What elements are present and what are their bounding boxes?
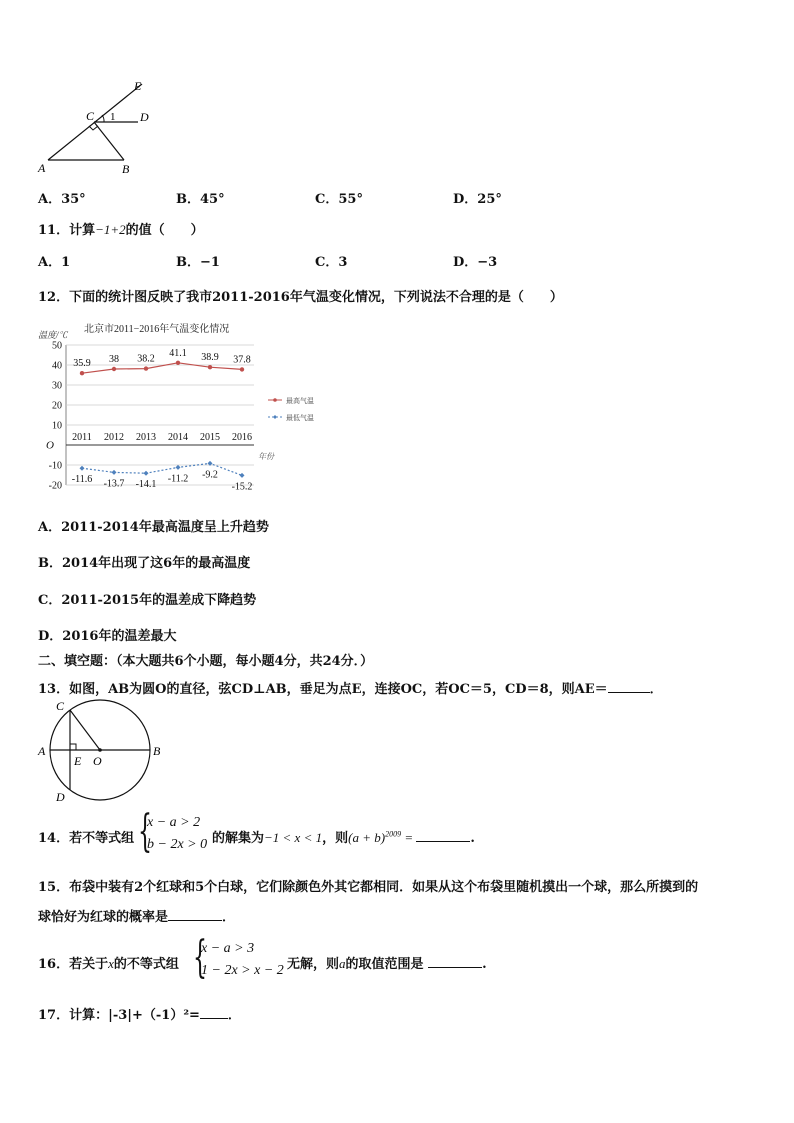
y-tick-label: 50: [52, 340, 62, 352]
q14-system: [147, 812, 207, 856]
data-point: [144, 471, 149, 476]
q15-line1: 15．布袋中装有2个红球和5个白球，它们除颜色外其它都相同．如果从这个布袋里随机摸出一个球，那么所摸到的: [38, 880, 699, 895]
data-label: -14.1: [135, 479, 157, 491]
data-point: [176, 465, 181, 470]
chart-title: 北京市2011−2016年气温变化情况: [84, 324, 230, 335]
q16-line1: x − a > 3: [201, 941, 255, 956]
legend-marker: [273, 398, 277, 402]
q12-option-c: C．2011-2015年的温差成下降趋势: [38, 593, 257, 608]
q13-stem: [38, 678, 663, 697]
q16-var-a: a: [339, 956, 346, 971]
data-label: -13.7: [103, 478, 125, 490]
label-A: A: [38, 161, 46, 175]
q16-rest: [287, 953, 487, 972]
data-label: -11.2: [167, 473, 189, 485]
q13-text: 13．如图，AB为圆O的直径，弦CD⊥AB，垂足为点E，连接OC，若OC＝5，CD＝8，则AE＝: [38, 682, 608, 697]
series-line: [82, 363, 242, 373]
q10-option-c: C．55°: [315, 192, 363, 207]
q16-prefix: [38, 953, 179, 972]
temperature-chart: [36, 318, 336, 494]
q11-option-a: A．1: [38, 255, 71, 270]
data-label: -9.2: [202, 469, 218, 481]
y-tick-label: 10: [52, 420, 62, 432]
legend-label: 最高气温: [286, 397, 314, 405]
q17-answer-blank[interactable]: [200, 1018, 228, 1019]
data-point: [144, 366, 148, 370]
chart-ylabel: 温度/℃: [38, 330, 68, 340]
label-C: C: [56, 699, 65, 713]
q16-mid2: 无解，则: [287, 957, 340, 972]
q15-answer-blank[interactable]: [168, 920, 222, 921]
q14-prefix: 14．若不等式组: [38, 831, 135, 846]
x-tick-label: 2016: [232, 432, 252, 443]
q14-line2: b − 2x > 0: [147, 837, 208, 852]
data-label: 38.9: [201, 352, 219, 364]
angle-figure: [34, 76, 164, 180]
data-point: [112, 470, 117, 475]
label-A: A: [38, 744, 46, 758]
q14-brace: {: [138, 806, 152, 857]
q10-option-a: A．35°: [38, 192, 86, 207]
q12-stem: 12．下面的统计图反映了我市2011-2016年气温变化情况，下列说法不合理的是（ ）: [38, 290, 563, 305]
data-point: [240, 367, 244, 371]
q14-line1: x − a > 2: [147, 815, 201, 830]
label-D: D: [56, 790, 65, 804]
q16-mid: 的不等式组: [113, 957, 179, 972]
x-tick-label: 2011: [72, 432, 92, 443]
q11-prefix: 11．计算: [38, 223, 96, 238]
q12-option-d: D．2016年的温差最大: [38, 629, 177, 644]
y-tick-label: 20: [52, 400, 62, 412]
q14-rest: [212, 827, 475, 846]
y-tick-label: O: [46, 439, 54, 452]
q13-tail: ．: [649, 682, 663, 697]
q11-expression: −1+2: [95, 222, 126, 237]
data-label: 38: [109, 354, 119, 365]
legend-marker: [273, 415, 277, 419]
y-tick-label: 30: [52, 380, 62, 392]
q14-middle2: ，则: [322, 831, 349, 846]
q17-tail: ．: [227, 1008, 241, 1023]
x-tick-label: 2014: [168, 432, 188, 443]
label-B: B: [153, 744, 161, 758]
y-tick-label: -10: [48, 460, 62, 472]
section-title: 二、填空题：（本大题共6个小题，每小题4分，共24分．）: [38, 654, 374, 669]
y-tick-label: -20: [48, 480, 62, 492]
data-point: [80, 371, 84, 375]
q11-option-c: C．3: [315, 255, 348, 270]
chart-xlabel: 年份: [258, 452, 274, 461]
data-point: [240, 473, 245, 478]
q16-system: [201, 938, 284, 982]
label-E: E: [134, 79, 142, 93]
data-label: -15.2: [231, 481, 253, 493]
q17-text: 17．计算：|-3|+（-1）²=: [38, 1008, 200, 1023]
data-label: 41.1: [169, 347, 187, 359]
q16-mid3: 的取值范围是: [345, 957, 424, 972]
q10-option-d: D．25°: [453, 192, 502, 207]
q10-option-b: B．45°: [176, 192, 225, 207]
label-C: C: [86, 109, 95, 123]
q14-range: −1 < x < 1: [264, 830, 323, 845]
q11-option-d: D．−3: [453, 255, 498, 270]
label-E: E: [74, 754, 82, 768]
q16-answer-blank[interactable]: [428, 967, 482, 968]
q14-equals: =: [401, 830, 417, 845]
q14-answer-blank[interactable]: [416, 841, 470, 842]
legend-label: 最低气温: [286, 414, 314, 422]
data-point: [80, 466, 85, 471]
data-point: [208, 365, 212, 369]
q16-tail: .: [482, 957, 487, 972]
q11-stem: [38, 219, 204, 238]
q16-prefix-text: 16．若关于: [38, 957, 109, 972]
q14-power-exp: 2009: [385, 829, 402, 839]
data-label: -11.6: [71, 474, 93, 486]
label-D: D: [140, 110, 149, 124]
data-point: [176, 361, 180, 365]
x-tick-label: 2013: [136, 432, 156, 443]
q15-tail: ．: [222, 910, 236, 925]
label-angle-1: 1: [110, 111, 116, 123]
label-O: O: [93, 754, 102, 768]
q16-line2: 1 − 2x > x − 2: [201, 963, 284, 978]
q12-option-a: A．2011-2014年最高温度呈上升趋势: [38, 520, 269, 535]
q12-option-b: B．2014年出现了这6年的最高温度: [38, 556, 251, 571]
q17-stem: [38, 1004, 241, 1023]
data-label: 37.8: [233, 354, 251, 366]
x-tick-label: 2012: [104, 432, 124, 443]
y-tick-label: 40: [52, 360, 62, 372]
q15-text: 球恰好为红球的概率是: [38, 910, 169, 925]
data-point: [112, 367, 116, 371]
q15-line2: [38, 906, 235, 925]
q13-answer-blank[interactable]: [608, 692, 650, 693]
q16-var-x: x: [108, 956, 114, 971]
q11-suffix: 的值（ ）: [125, 223, 204, 238]
x-tick-label: 2015: [200, 432, 220, 443]
label-B: B: [122, 162, 130, 176]
data-label: 38.2: [137, 353, 155, 365]
data-label: 35.9: [73, 358, 91, 370]
q14-power-base: (a + b): [348, 830, 386, 845]
q14-middle: 的解集为: [212, 831, 265, 846]
circle-figure: [36, 698, 166, 806]
q14-tail: .: [470, 831, 475, 846]
q16-brace: {: [193, 932, 207, 983]
q11-option-b: B．−1: [176, 255, 220, 270]
